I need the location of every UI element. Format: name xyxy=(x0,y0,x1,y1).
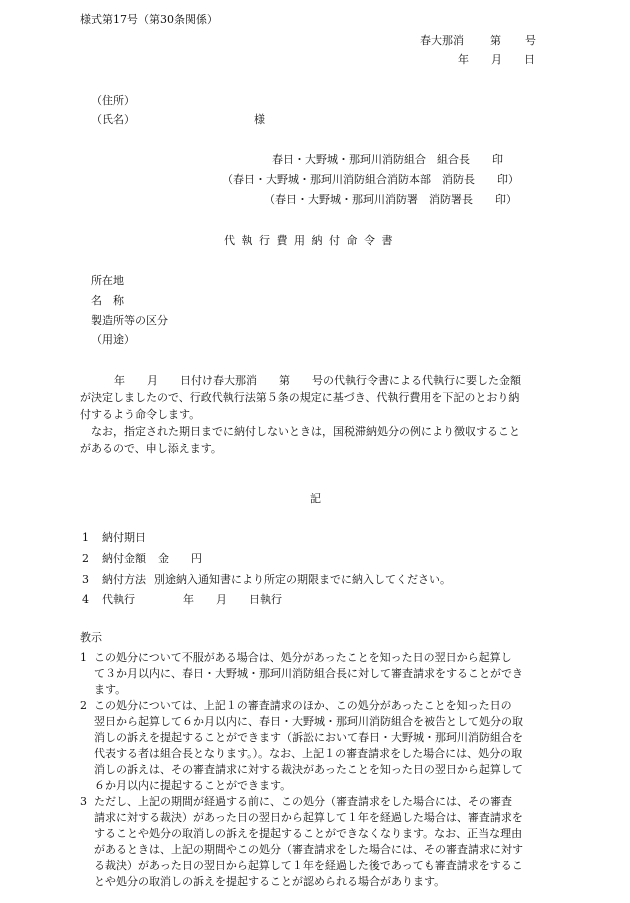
instruction-line: この処分について不服がある場合は、処分があったことを知った日の翌日から起算し xyxy=(94,651,512,664)
instruction-line: 消しの訴えを提起することができます（訴訟において春日・大野城・那珂川消防組合を xyxy=(94,731,523,744)
property-category-label: 製造所等の区分 xyxy=(91,314,168,327)
doc-number-dai: 第 xyxy=(490,34,501,47)
instruction-line: とや処分の取消しの訴えを提起することが認められる場合があります。 xyxy=(94,875,446,888)
notice-line: なお，指定された期日までに納付しないときは，国税滞納処分の例により徴収すること xyxy=(91,425,520,438)
instruction-number: 1 xyxy=(80,651,87,664)
issuer-fire-chief: （春日・大野城・那珂川消防組合消防本部 消防長 印） xyxy=(222,173,519,186)
property-usage-label: （用途） xyxy=(91,333,135,346)
date-day: 日 xyxy=(524,53,535,66)
issuer-station-chief: （春日・大野城・那珂川消防署 消防署長 印） xyxy=(264,193,517,206)
property-name-label: 名 称 xyxy=(91,294,124,307)
instruction-line: 消しの訴えは、その審査請求に対する裁決があったことを知った日の翌日から起算して xyxy=(94,763,523,776)
instruction-line: 請求に対する裁決）があった日の翌日から起算して１年を経過した場合は、審査請求を xyxy=(94,811,523,824)
instruction-line: ただし、上記の期間が経過する前に、この処分（審査請求をした場合には、その審査 xyxy=(94,795,512,808)
notice-line: 年 月 日付け春大那消 第 号の代執行令書による代執行に要した金額 xyxy=(114,374,521,387)
instruction-line: この処分については、上記１の審査請求のほか、この処分があったことを知った日の xyxy=(94,699,512,712)
doc-number-go: 号 xyxy=(525,34,536,47)
document-date xyxy=(458,52,535,68)
property-location-label: 所在地 xyxy=(91,274,124,287)
instruction-item xyxy=(80,650,560,698)
instruction-line: る裁決）があった日の翌日から起算して１年を経過した後であっても審査請求をするこ xyxy=(94,859,523,872)
instruction-item xyxy=(80,698,560,794)
honorific: 様 xyxy=(254,113,265,126)
ki-heading: 記 xyxy=(310,492,321,505)
instruction-number: 3 xyxy=(80,795,87,808)
notice-line: があるので、申し添えます。 xyxy=(80,442,222,455)
item-label: 代執行 xyxy=(102,593,135,606)
instruction-list xyxy=(80,650,560,890)
instruction-line: することや処分の取消しの訴えを提起することができなくなります。なお、正当な理由 xyxy=(94,827,523,840)
item-row xyxy=(82,551,202,567)
notice-line: が決定しましたので、行政代執行法第５条の規定に基づき、代執行費用を下記のとおり納 xyxy=(80,391,520,404)
instruction-line: 翌日から起算して６か月以内に、春日・大野城・那珂川消防組合を被告として処分の取 xyxy=(94,715,523,728)
item-value: 年 月 日執行 xyxy=(183,593,282,606)
item-number: 3 xyxy=(82,573,89,586)
item-number: 4 xyxy=(82,593,89,606)
issuer-association-head: 春日・大野城・那珂川消防組合 組合長 印 xyxy=(272,153,503,166)
document-number xyxy=(420,33,536,49)
item-value: 金 円 xyxy=(158,552,202,565)
item-label: 納付期日 xyxy=(102,531,146,544)
address-label: （住所） xyxy=(91,94,135,107)
instruction-line: 代表する者は組合長となります。）。なお、上記１の審査請求をした場合には、処分の取 xyxy=(94,747,523,760)
item-row xyxy=(82,592,282,608)
item-label: 納付金額 xyxy=(102,552,146,565)
item-number: 2 xyxy=(82,552,89,565)
doc-number-prefix: 春大那消 xyxy=(420,34,464,47)
instruction-line: ます。 xyxy=(94,683,127,696)
instruction-line: ６か月以内に提起することができます。 xyxy=(94,779,292,792)
instruction-number: 2 xyxy=(80,699,87,712)
item-label: 納付方法 xyxy=(102,573,146,586)
instruction-line: て３か月以内に、春日・大野城・那珂川消防組合長に対して審査請求をすることができ xyxy=(94,667,523,680)
form-label: 様式第17号（第30条関係） xyxy=(80,13,218,26)
notice-line: 付するよう命令します。 xyxy=(80,408,201,421)
date-month: 月 xyxy=(491,53,502,66)
item-value: 別途納入通知書により所定の期限までに納入してください。 xyxy=(154,573,451,586)
notice-body xyxy=(80,373,560,458)
date-year: 年 xyxy=(458,53,469,66)
name-label: （氏名） xyxy=(91,113,135,126)
document-title: 代執行費用納付命令書 xyxy=(224,234,399,247)
instruction-line: があるときは、上記の期間やこの処分（審査請求をした場合には、その審査請求に対す xyxy=(94,843,523,856)
item-row xyxy=(82,572,451,588)
instruction-item xyxy=(80,794,560,890)
item-number: 1 xyxy=(82,531,89,544)
instruction-heading: 教示 xyxy=(80,631,102,644)
item-row xyxy=(82,530,146,546)
